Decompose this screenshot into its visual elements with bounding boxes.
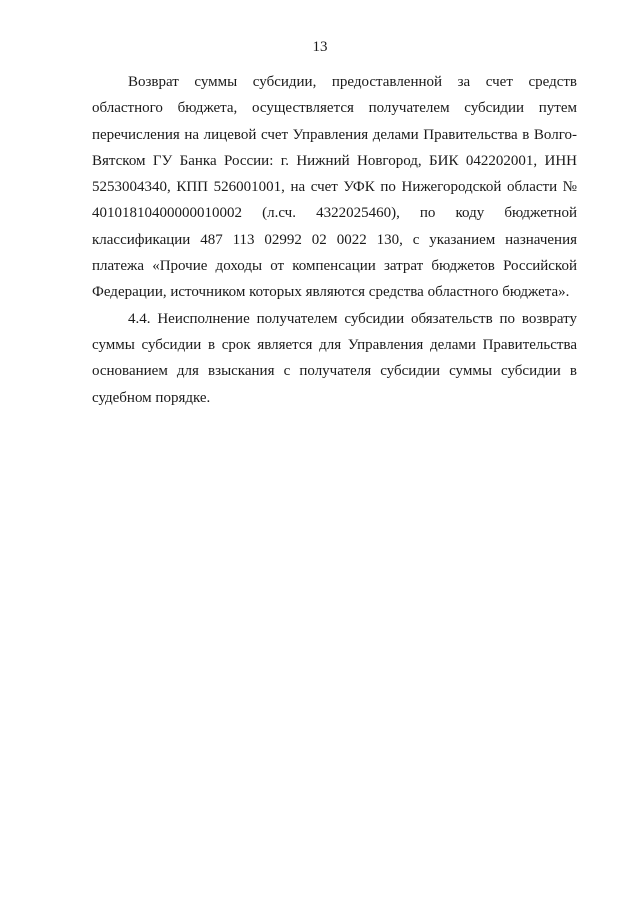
page-number: 13 — [312, 39, 328, 55]
paragraph-subsidy-return: Возврат суммы субсидии, предоставленной за счет средств областного бюджета, осуществляется получателем субсидии путем перечисления на лицевой счет Управления делами Правительства в Волго-Вятском ГУ Банка России: г. Нижний Новгород, БИК 042202001, ИНН 5253004340, КПП 526001001, на счет УФК по Нижегородской области № 40101810400000010002 (л.сч. 4322025460), по коду бюджетной классификации 487 113 02992 02 0022 130, с указанием назначения платежа «Прочие доходы от компенсации затрат бюджетов Российской Федерации, источником которых являются средства областного бюджета». — [92, 74, 577, 301]
document-body — [92, 69, 577, 411]
paragraph-4-4: 4.4. Неисполнение получателем субсидии обязательств по возврату суммы субсидии в срок является для Управления делами Правительства основанием для взыскания с получателя субсидии суммы субсидии в судебном порядке. — [92, 310, 577, 406]
